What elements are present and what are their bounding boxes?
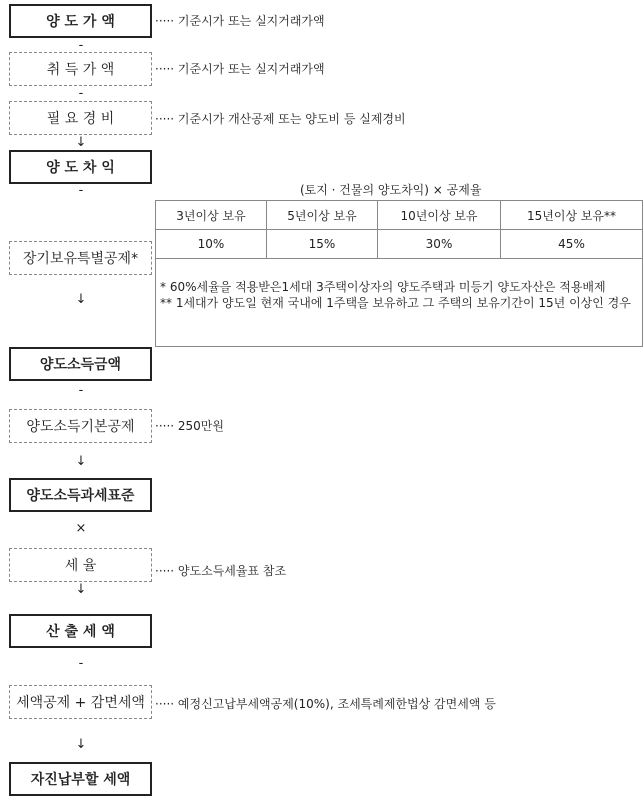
note-credits-reductions: ····· 예정신고납부세액공제(10%), 조세특례제한법상 감면세액 등 [155,697,496,711]
deduction-notes [155,257,643,347]
note-transfer-price: ····· 기준시가 또는 실지거래가액 [155,14,325,28]
step-payable-tax: 자진납부할 세액 [9,762,152,796]
table-cell: 30% [378,230,501,259]
operator-minus: - [78,86,84,101]
table-header-cell: 10년이상 보유 [378,201,501,230]
step-necessary-expenses: 필 요 경 비 [9,101,152,135]
arrow-down-icon: ↓ [75,292,87,307]
operator-times: × [75,521,87,536]
note-necessary-expenses: ····· 기준시가 개산공제 또는 양도비 등 실제경비 [155,112,406,126]
step-transfer-price: 양 도 가 액 [9,4,152,38]
note-15-year: ** 1세대가 양도일 현재 국내에 1주택을 보유하고 그 주택의 보유기간이 15년 이상인 경우 [160,296,631,310]
note-basic-deduction: ····· 250만원 [155,419,224,433]
deduction-rate-table [155,200,643,259]
step-long-term-deduction: 장기보유특별공제* [9,241,152,275]
operator-minus: - [78,38,84,53]
note-exclusion: * 60%세율을 적용받은1세대 3주택이상자의 양도주택과 미등기 양도자산은 적용배제 [160,280,606,294]
table-header-cell: 15년이상 보유** [501,201,643,230]
step-tax-base: 양도소득과세표준 [9,478,152,512]
arrow-down-icon: ↓ [75,135,87,150]
step-tax-rate: 세 율 [9,548,152,582]
step-credits-reductions: 세액공제 + 감면세액 [9,685,152,719]
table-header-row [156,201,643,230]
arrow-down-icon: ↓ [75,582,87,597]
table-row [156,230,643,259]
operator-minus: - [78,183,84,198]
table-cell: 15% [267,230,378,259]
table-header-cell: 5년이상 보유 [267,201,378,230]
step-basic-deduction: 양도소득기본공제 [9,409,152,443]
step-acquisition-price: 취 득 가 액 [9,52,152,86]
note-tax-rate: ····· 양도소득세율표 참조 [155,564,287,578]
table-cell: 10% [156,230,267,259]
table-header-cell: 3년이상 보유 [156,201,267,230]
step-transfer-income: 양도소득금액 [9,347,152,381]
operator-minus: - [78,656,84,671]
step-transfer-gain: 양 도 차 익 [9,150,152,184]
table-cell: 45% [501,230,643,259]
arrow-down-icon: ↓ [75,454,87,469]
operator-minus: - [78,383,84,398]
note-acquisition-price: ····· 기준시가 또는 실지거래가액 [155,62,325,76]
step-calculated-tax: 산 출 세 액 [9,614,152,648]
deduction-table-title: (토지 · 건물의 양도차익) × 공제율 [300,183,482,197]
arrow-down-icon: ↓ [75,737,87,752]
